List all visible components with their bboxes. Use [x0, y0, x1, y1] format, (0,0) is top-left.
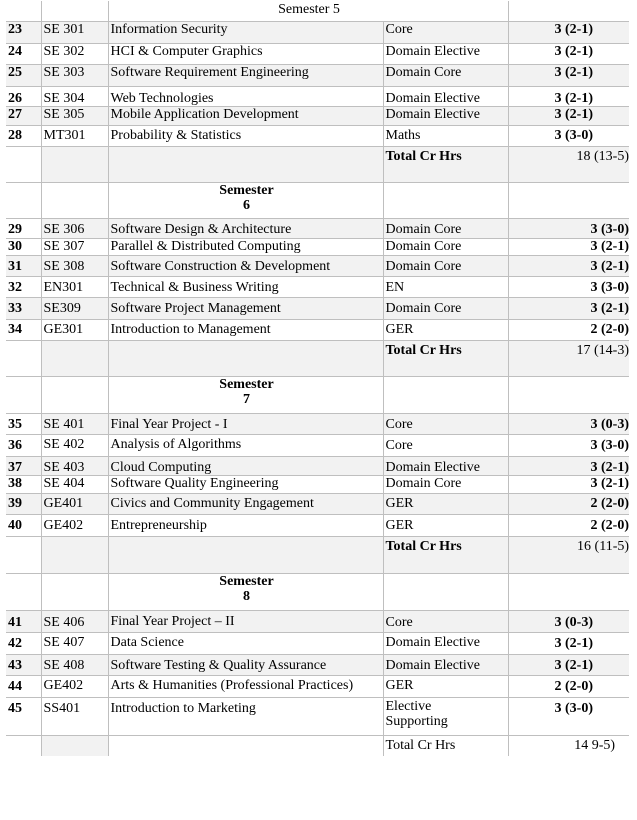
- course-number: 27: [6, 106, 41, 125]
- course-title: Data Science: [108, 632, 383, 654]
- course-category: Core: [383, 21, 508, 43]
- course-number: 37: [6, 456, 41, 475]
- course-category: Core: [383, 610, 508, 632]
- course-category-line1: Elective: [385, 698, 432, 714]
- total-label: Total Cr Hrs: [383, 146, 508, 182]
- course-credits: 3 (3-0): [508, 434, 629, 456]
- course-row: [6, 255, 629, 276]
- course-category: GER: [383, 319, 508, 340]
- course-title: Software Quality Engineering: [108, 475, 383, 493]
- course-number: 36: [6, 434, 41, 456]
- course-number: 24: [6, 43, 41, 64]
- course-row: [6, 43, 629, 64]
- course-category: Domain Elective: [383, 43, 508, 64]
- course-code: SE 403: [41, 456, 108, 475]
- course-title: Software Testing & Quality Assurance: [108, 654, 383, 675]
- course-row: [6, 106, 629, 125]
- course-row: [6, 697, 629, 735]
- course-title: Cloud Computing: [108, 456, 383, 475]
- course-category-line2: Supporting: [385, 713, 448, 729]
- course-row: [6, 675, 629, 697]
- course-code: SS401: [41, 697, 108, 735]
- semester-total-row: [6, 340, 629, 376]
- semester-heading-word: Semester: [219, 376, 274, 392]
- course-code: SE 406: [41, 610, 108, 632]
- course-category: Domain Core: [383, 475, 508, 493]
- course-category: GER: [383, 675, 508, 697]
- course-code: SE 302: [41, 43, 108, 64]
- course-title: Technical & Business Writing: [108, 276, 383, 297]
- total-label: Total Cr Hrs: [383, 340, 508, 376]
- course-code: SE 306: [41, 218, 108, 238]
- course-credits: 3 (2-1): [508, 106, 629, 125]
- course-row: [6, 218, 629, 238]
- course-number: 34: [6, 319, 41, 340]
- course-row: [6, 434, 629, 456]
- course-category: GER: [383, 514, 508, 536]
- course-category: GER: [383, 493, 508, 514]
- course-title: HCI & Computer Graphics: [108, 43, 383, 64]
- course-row: [6, 632, 629, 654]
- semester-heading-word: Semester: [219, 573, 274, 589]
- course-category: Domain Core: [383, 238, 508, 255]
- course-category: Domain Core: [383, 255, 508, 276]
- semester-heading: [108, 182, 383, 218]
- semester-8-header: [6, 573, 629, 610]
- course-code: EN301: [41, 276, 108, 297]
- semester-5-header: [6, 1, 629, 21]
- course-row: [6, 125, 629, 146]
- course-title: Arts & Humanities (Professional Practices): [108, 675, 383, 697]
- course-category: Domain Core: [383, 297, 508, 319]
- course-credits: 2 (2-0): [508, 514, 629, 536]
- course-number: 35: [6, 413, 41, 434]
- total-value: 14 9-5): [508, 735, 629, 756]
- course-title: Parallel & Distributed Computing: [108, 238, 383, 255]
- course-row: [6, 276, 629, 297]
- course-title: Final Year Project - I: [108, 413, 383, 434]
- course-number: 30: [6, 238, 41, 255]
- course-title: Introduction to Marketing: [108, 697, 383, 735]
- total-value: 17 (14-3): [508, 340, 629, 376]
- semester-heading: [108, 376, 383, 413]
- course-category: Domain Core: [383, 64, 508, 86]
- course-credits: 3 (2-1): [508, 64, 629, 86]
- course-number: 33: [6, 297, 41, 319]
- course-row: [6, 493, 629, 514]
- course-code: SE 301: [41, 21, 108, 43]
- course-row: [6, 319, 629, 340]
- course-row: [6, 413, 629, 434]
- course-code: SE 308: [41, 255, 108, 276]
- course-credits: 3 (0-3): [508, 610, 629, 632]
- semester-6-header: [6, 182, 629, 218]
- total-value: 18 (13-5): [508, 146, 629, 182]
- course-category: Domain Elective: [383, 654, 508, 675]
- course-code: SE 401: [41, 413, 108, 434]
- course-number: 38: [6, 475, 41, 493]
- course-row: [6, 297, 629, 319]
- course-code: SE 407: [41, 632, 108, 654]
- course-number: 45: [6, 697, 41, 735]
- course-title: Civics and Community Engagement: [108, 493, 383, 514]
- course-code: SE 404: [41, 475, 108, 493]
- semester-total-row: [6, 735, 629, 756]
- course-title: Analysis of Algorithms: [108, 434, 383, 456]
- semester-heading-number: 7: [243, 391, 250, 407]
- course-code: GE402: [41, 675, 108, 697]
- course-code: SE 408: [41, 654, 108, 675]
- course-credits: 3 (2-1): [508, 632, 629, 654]
- course-number: 25: [6, 64, 41, 86]
- course-category: EN: [383, 276, 508, 297]
- course-category: Core: [383, 434, 508, 456]
- course-title: Software Requirement Engineering: [108, 64, 383, 86]
- course-row: [6, 64, 629, 86]
- course-credits: 3 (2-1): [508, 654, 629, 675]
- semester-heading: [108, 573, 383, 610]
- course-credits: 3 (2-1): [508, 238, 629, 255]
- curriculum-table: [6, 1, 629, 756]
- course-code: SE309: [41, 297, 108, 319]
- course-code: GE402: [41, 514, 108, 536]
- semester-7-header: [6, 376, 629, 413]
- course-code: GE401: [41, 493, 108, 514]
- course-title: Entrepreneurship: [108, 514, 383, 536]
- course-title: Final Year Project – II: [108, 610, 383, 632]
- semester-heading-number: 6: [243, 197, 250, 213]
- course-credits: 3 (2-1): [508, 21, 629, 43]
- course-title: Mobile Application Development: [108, 106, 383, 125]
- course-category: Maths: [383, 125, 508, 146]
- course-title: Web Technologies: [108, 86, 383, 106]
- semester-heading-number: 8: [243, 588, 250, 604]
- course-row: [6, 456, 629, 475]
- total-value: 16 (11-5): [508, 536, 629, 573]
- course-number: 32: [6, 276, 41, 297]
- course-title: Software Project Management: [108, 297, 383, 319]
- course-credits: 2 (2-0): [508, 319, 629, 340]
- course-row: [6, 514, 629, 536]
- course-code: MT301: [41, 125, 108, 146]
- course-number: 28: [6, 125, 41, 146]
- course-category: Domain Core: [383, 218, 508, 238]
- course-row: [6, 86, 629, 106]
- course-row: [6, 610, 629, 632]
- course-number: 43: [6, 654, 41, 675]
- course-credits: 3 (3-0): [508, 125, 629, 146]
- course-code: SE 307: [41, 238, 108, 255]
- course-code: SE 304: [41, 86, 108, 106]
- course-credits: 3 (2-1): [508, 43, 629, 64]
- semester-heading-word: Semester: [219, 182, 274, 198]
- course-credits: 3 (3-0): [508, 218, 629, 238]
- course-category: Domain Elective: [383, 456, 508, 475]
- total-label: Total Cr Hrs: [383, 536, 508, 573]
- course-category: Domain Elective: [383, 106, 508, 125]
- course-number: 29: [6, 218, 41, 238]
- course-credits: 3 (2-1): [508, 255, 629, 276]
- course-credits: 2 (2-0): [508, 675, 629, 697]
- course-number: 31: [6, 255, 41, 276]
- course-credits: 3 (2-1): [508, 456, 629, 475]
- course-row: [6, 475, 629, 493]
- course-number: 23: [6, 21, 41, 43]
- course-row: [6, 21, 629, 43]
- semester-total-row: [6, 146, 629, 182]
- course-credits: 2 (2-0): [508, 493, 629, 514]
- course-category: [383, 697, 508, 735]
- course-code: GE301: [41, 319, 108, 340]
- course-credits: 3 (2-1): [508, 86, 629, 106]
- course-category: Core: [383, 413, 508, 434]
- course-number: 40: [6, 514, 41, 536]
- course-number: 39: [6, 493, 41, 514]
- total-label: Total Cr Hrs: [383, 735, 508, 756]
- semester-heading: Semester 5: [108, 1, 508, 21]
- semester-total-row: [6, 536, 629, 573]
- course-title: Probability & Statistics: [108, 125, 383, 146]
- course-number: 42: [6, 632, 41, 654]
- course-category: Domain Elective: [383, 86, 508, 106]
- course-title: Information Security: [108, 21, 383, 43]
- course-code: SE 402: [41, 434, 108, 456]
- course-credits: 3 (3-0): [508, 276, 629, 297]
- course-credits: 3 (3-0): [508, 697, 629, 735]
- course-credits: 3 (2-1): [508, 297, 629, 319]
- course-credits: 3 (0-3): [508, 413, 629, 434]
- course-row: [6, 238, 629, 255]
- course-code: SE 303: [41, 64, 108, 86]
- course-category: Domain Elective: [383, 632, 508, 654]
- course-credits: 3 (2-1): [508, 475, 629, 493]
- course-title: Introduction to Management: [108, 319, 383, 340]
- course-number: 44: [6, 675, 41, 697]
- course-row: [6, 654, 629, 675]
- course-number: 26: [6, 86, 41, 106]
- course-title: Software Construction & Development: [108, 255, 383, 276]
- course-title: Software Design & Architecture: [108, 218, 383, 238]
- course-code: SE 305: [41, 106, 108, 125]
- course-number: 41: [6, 610, 41, 632]
